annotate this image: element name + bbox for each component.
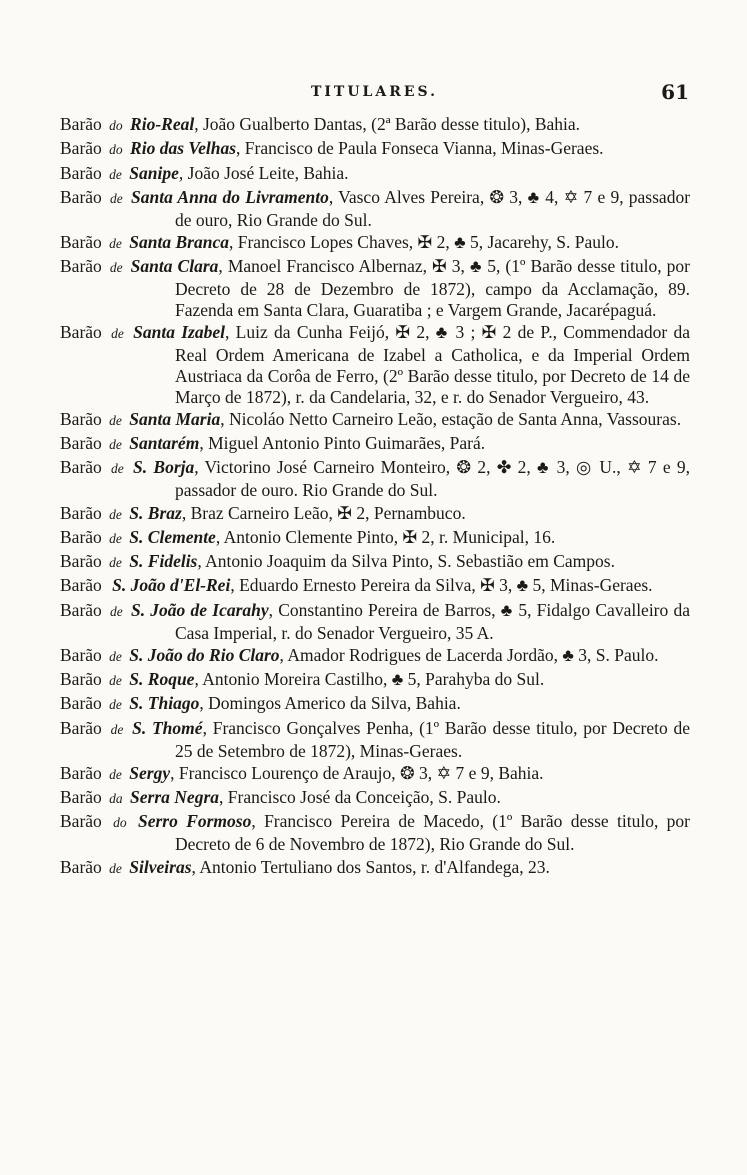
page-number: 61	[661, 80, 689, 104]
entry-place: Santa Clara	[130, 256, 219, 277]
entry-rank: Barão	[60, 811, 102, 832]
entry-text: , Domingos Americo da Silva, Bahia.	[199, 693, 461, 714]
entry-place: S. João do Rio Claro	[129, 644, 280, 665]
entry-place: S. João de Icarahy	[130, 599, 269, 620]
entry	[60, 645, 690, 668]
entry	[60, 600, 690, 644]
entry-prefix: de	[110, 603, 123, 619]
entry-rank: Barão	[60, 502, 102, 523]
entry-text: , Luiz da Cunha Feijó, ✠ 2, ♣ 3 ; ✠ 2 de P., Commendador da Real Ordem Americana de Izabel a Catholica, e da Imperial Ordem Austriaca da Corôa de Ferro, (2º Barão desse titulo, por Decreto de 14 de Março de 1872), r. da Candelaria, 32, e r. do Senador Vergueiro, 43.	[175, 322, 691, 407]
entry-rank: Barão	[60, 322, 102, 343]
entry	[60, 322, 690, 407]
entry-place: Santa Maria	[129, 408, 221, 429]
entry-prefix: de	[110, 721, 124, 737]
entry-rank: Barão	[60, 256, 102, 277]
entry-text: , Antonio Clemente Pinto, ✠ 2, r. Municipal, 16.	[215, 526, 556, 547]
page-header	[60, 80, 689, 108]
entry-text: , Francisco José da Conceição, S. Paulo.	[219, 787, 501, 808]
entry-place: S. Fidelis	[129, 551, 198, 572]
entry	[60, 693, 690, 716]
entry-place: Rio das Velhas	[130, 138, 237, 159]
entry-text: , Vasco Alves Pereira, ❂ 3, ♣ 4, ✡ 7 e 9, passador de ouro, Rio Grande do Sul.	[175, 186, 691, 230]
entry-place: Sergy	[129, 762, 171, 783]
entry-text: , Antonio Moreira Castilho, ♣ 5, Parahyba do Sul.	[194, 669, 545, 690]
entry-prefix: de	[109, 506, 122, 522]
entry	[60, 787, 690, 810]
entry	[60, 232, 690, 255]
entry-place: Santa Anna do Livramento	[131, 186, 329, 207]
entry-place: S. Thomé	[132, 717, 203, 738]
entry-rank: Barão	[60, 526, 102, 547]
entry	[60, 503, 690, 526]
entry-rank: Barão	[60, 138, 102, 159]
entry-rank: Barão	[60, 787, 102, 808]
entry-place: S. Roque	[129, 669, 195, 690]
entry-rank: Barão	[60, 551, 102, 572]
entry	[60, 187, 690, 231]
entry-place: S. Braz	[129, 502, 182, 523]
entry-prefix: de	[109, 673, 122, 689]
entry	[60, 256, 690, 320]
entry	[60, 138, 690, 161]
entry-text: , Nicoláo Netto Carneiro Leão, estação de Santa Anna, Vassouras.	[220, 408, 682, 429]
entry-text: , Antonio Joaquim da Silva Pinto, S. Sebastião em Campos.	[197, 551, 615, 572]
entry-rank: Barão	[60, 644, 102, 665]
entry-prefix: de	[111, 461, 124, 477]
entry-prefix: do	[113, 815, 127, 831]
entry-place: Santa Izabel	[133, 322, 226, 343]
entry-place: Sanipe	[129, 162, 179, 183]
entry-place: Serra Negra	[130, 787, 220, 808]
entry	[60, 551, 690, 574]
entry-prefix: de	[109, 530, 122, 546]
entry	[60, 575, 690, 598]
entry-rank: Barão	[60, 575, 102, 596]
entry-text: , Manoel Francisco Albernaz, ✠ 3, ♣ 5, (1º Barão desse titulo, por Decreto de 28 de Dezembro de 1872), campo da Acclamação, 89. Fazenda em Santa Clara, Guaratiba ; e Vargem Grande, Jacarépaguá.	[175, 256, 690, 320]
entry	[60, 409, 690, 432]
entry-place: Silveiras	[129, 856, 192, 877]
entry-rank: Barão	[60, 162, 102, 183]
entry-list	[60, 114, 690, 881]
entry-prefix: de	[109, 766, 122, 782]
entry-text: , Francisco Lourenço de Araujo, ❂ 3, ✡ 7 e 9, Bahia.	[170, 762, 544, 783]
entry-text: , João Gualberto Dantas, (2ª Barão desse titulo), Bahia.	[194, 114, 581, 134]
entry-text: , Amador Rodrigues de Lacerda Jordão, ♣ 3, S. Paulo.	[279, 644, 659, 665]
entry-prefix: da	[109, 791, 123, 807]
entry-prefix: de	[109, 412, 122, 428]
entry-place: Serro Formoso	[137, 811, 252, 832]
entry	[60, 763, 690, 786]
entry-rank: Barão	[60, 669, 102, 690]
entry-place: Santarém	[129, 433, 200, 454]
entry-place: Rio-Real	[130, 114, 195, 134]
entry-rank: Barão	[60, 717, 102, 738]
entry-text: , Francisco Pereira de Macedo, (1º Barão desse titulo, por Decreto de 6 de Novembro de 1872), Rio Grande do Sul.	[175, 811, 691, 855]
entry	[60, 811, 690, 855]
entry-prefix: do	[109, 142, 123, 158]
entry	[60, 857, 690, 880]
entry-text: , Eduardo Ernesto Pereira da Silva, ✠ 3, ♣ 5, Minas-Geraes.	[230, 575, 653, 596]
entry-text: , Miguel Antonio Pinto Guimarães, Pará.	[199, 433, 486, 454]
entry-text: , João José Leite, Bahia.	[178, 162, 349, 183]
entry-text: , Braz Carneiro Leão, ✠ 2, Pernambuco.	[181, 502, 466, 523]
entry-prefix: de	[109, 437, 122, 453]
entry-text: , Francisco Lopes Chaves, ✠ 2, ♣ 5, Jacarehy, S. Paulo.	[228, 231, 619, 252]
entry	[60, 163, 690, 186]
entry	[60, 457, 690, 501]
entry-prefix: de	[109, 697, 122, 713]
entry-rank: Barão	[60, 856, 102, 877]
entry	[60, 718, 690, 762]
entry	[60, 433, 690, 456]
entry-rank: Barão	[60, 114, 102, 134]
entry-prefix: de	[110, 190, 123, 206]
entry-prefix: de	[109, 166, 122, 182]
entry	[60, 114, 690, 137]
entry-rank: Barão	[60, 408, 102, 429]
entry-rank: Barão	[60, 433, 102, 454]
entry-text: , Antonio Tertuliano dos Santos, r. d'Alfandega, 23.	[191, 856, 550, 877]
entry-prefix: de	[109, 648, 122, 664]
entry-place: S. Borja	[133, 457, 195, 478]
entry-place: S. Clemente	[129, 526, 216, 547]
entry-place: S. Thiago	[129, 693, 200, 714]
entry-place: Santa Branca	[129, 231, 229, 252]
entry	[60, 527, 690, 550]
entry-prefix: de	[109, 860, 122, 876]
entry-text: , Francisco de Paula Fonseca Vianna, Minas-Geraes.	[236, 138, 604, 159]
entry-place: S. João d'El-Rei	[112, 575, 231, 596]
entry-prefix: de	[109, 260, 123, 276]
entry-rank: Barão	[60, 231, 102, 252]
entry-prefix: do	[109, 118, 123, 133]
entry-text: , Victorino José Carneiro Monteiro, ❂ 2, ✤ 2, ♣ 3, ◎ U., ✡ 7 e 9, passador de ouro. Rio Grande do Sul.	[175, 457, 691, 501]
entry-text: , Francisco Gonçalves Penha, (1º Barão desse titulo, por Decreto de 25 de Setembro de 1872), Minas-Geraes.	[175, 717, 691, 761]
entry	[60, 669, 690, 692]
entry-rank: Barão	[60, 186, 102, 207]
entry-prefix: de	[109, 235, 122, 251]
entry-prefix: de	[109, 555, 122, 571]
entry-text: , Constantino Pereira de Barros, ♣ 5, Fidalgo Cavalleiro da Casa Imperial, r. do Senador Vergueiro, 35 A.	[175, 599, 690, 643]
entry-rank: Barão	[60, 457, 102, 478]
entry-prefix: de	[111, 326, 124, 342]
entry-rank: Barão	[60, 693, 102, 714]
entry-rank: Barão	[60, 599, 102, 620]
entry-rank: Barão	[60, 762, 102, 783]
running-title: TITULARES.	[310, 84, 439, 100]
